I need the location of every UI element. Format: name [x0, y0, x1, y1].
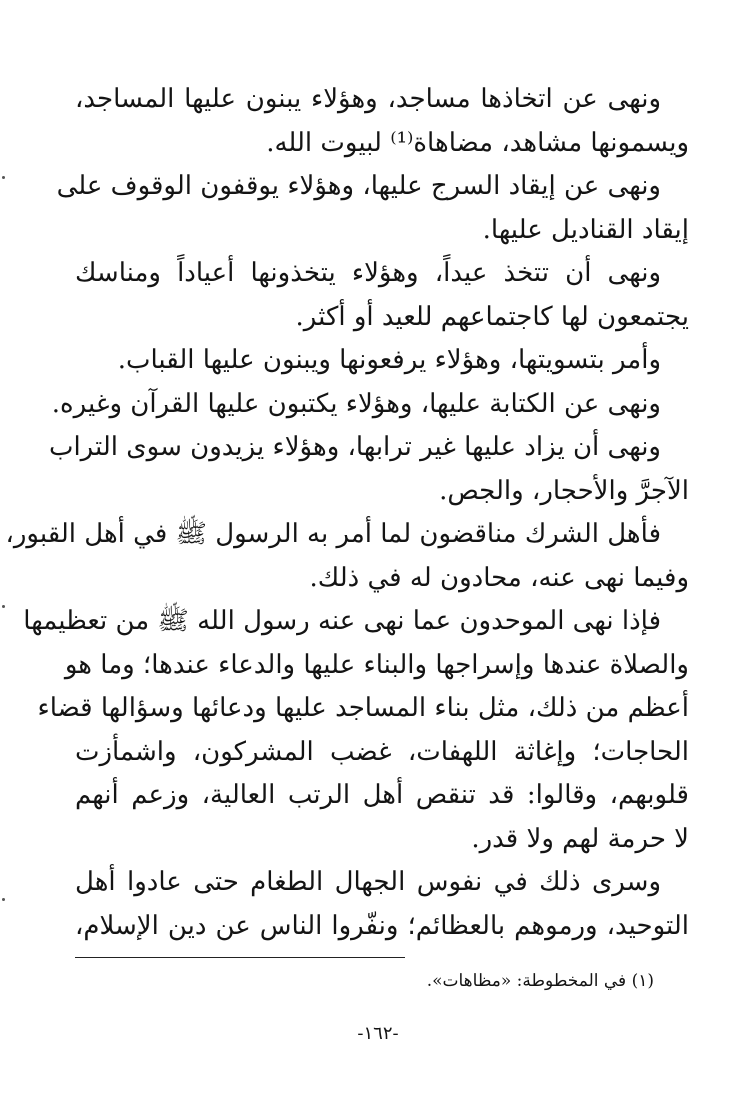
text-line: التوحيد، ورموهم بالعظائم؛ ونفّروا الناس عن دين الإسلام،	[75, 910, 689, 941]
paragraph	[5, 513, 689, 600]
text-line: الحاجات؛ وإغاثة اللهفات، غضب المشركون، واشمأزت	[75, 736, 689, 767]
text-line: يجتمعون لها كاجتماعهم للعيد أو أكثر.	[295, 301, 689, 332]
text-line: أعظم من ذلك، مثل بناء المساجد عليها ودعائها وسؤالها قضاء	[37, 693, 689, 723]
paragraph	[75, 252, 689, 339]
paragraph	[75, 339, 689, 383]
text-line: ونهى عن الكتابة عليها، وهؤلاء يكتبون عليها القرآن وغيره.	[51, 388, 661, 419]
footnote: (١) في المخطوطة: «مظاهات».	[426, 971, 654, 991]
paragraph	[75, 78, 689, 165]
paragraph	[23, 600, 689, 861]
text-line: وسرى ذلك في نفوس الجهال الطغام حتى عادوا أهل	[75, 867, 661, 897]
scan-mark	[2, 898, 5, 901]
text-line: فأهل الشرك مناقضون لما أمر به الرسول ﷺ في أهل القبور،	[5, 519, 661, 549]
text-line: ونهى أن يزاد عليها غير ترابها، وهؤلاء يزيدون سوى التراب	[48, 432, 661, 462]
text-line: قلوبهم، وقالوا: قد تنقص أهل الرتب العالية، وزعم أنهم	[75, 780, 689, 810]
text-line: ونهى عن إيقاد السرج عليها، وهؤلاء يوقفون الوقوف على	[56, 171, 661, 201]
footnote-divider	[75, 957, 405, 958]
paragraph	[51, 383, 689, 427]
scan-mark	[2, 176, 5, 179]
text-line: ويسمونها مشاهد، مضاهاة⁽¹⁾ لبيوت الله.	[266, 127, 689, 158]
paragraph	[56, 165, 689, 252]
text-line: ونهى أن تتخذ عيداً، وهؤلاء يتخذونها أعياداً ومناسك	[75, 258, 661, 288]
text-line: إيقاد القناديل عليها.	[482, 214, 689, 245]
scan-mark	[2, 605, 5, 608]
text-line: ونهى عن اتخاذها مساجد، وهؤلاء يبنون عليها المساجد،	[75, 84, 661, 114]
text-line: وأمر بتسويتها، وهؤلاء يرفعونها ويبنون عليها القباب.	[117, 345, 661, 375]
page-body	[5, 78, 689, 1078]
paragraph	[75, 861, 689, 948]
text-line: والصلاة عندها وإسراجها والبناء عليها والدعاء عندها؛ وما هو	[64, 649, 689, 680]
text-line: الآجرَّ والأحجار، والجص.	[439, 475, 689, 506]
paragraph	[48, 426, 689, 513]
text-line: وفيما نهى عنه، محادون له في ذلك.	[309, 562, 689, 593]
text-line: لا حرمة لهم ولا قدر.	[471, 823, 689, 854]
text-line: فإذا نهى الموحدون عما نهى عنه رسول الله ﷺ من تعظيمها	[23, 606, 661, 636]
page-number: -١٦٢-	[357, 1023, 399, 1044]
